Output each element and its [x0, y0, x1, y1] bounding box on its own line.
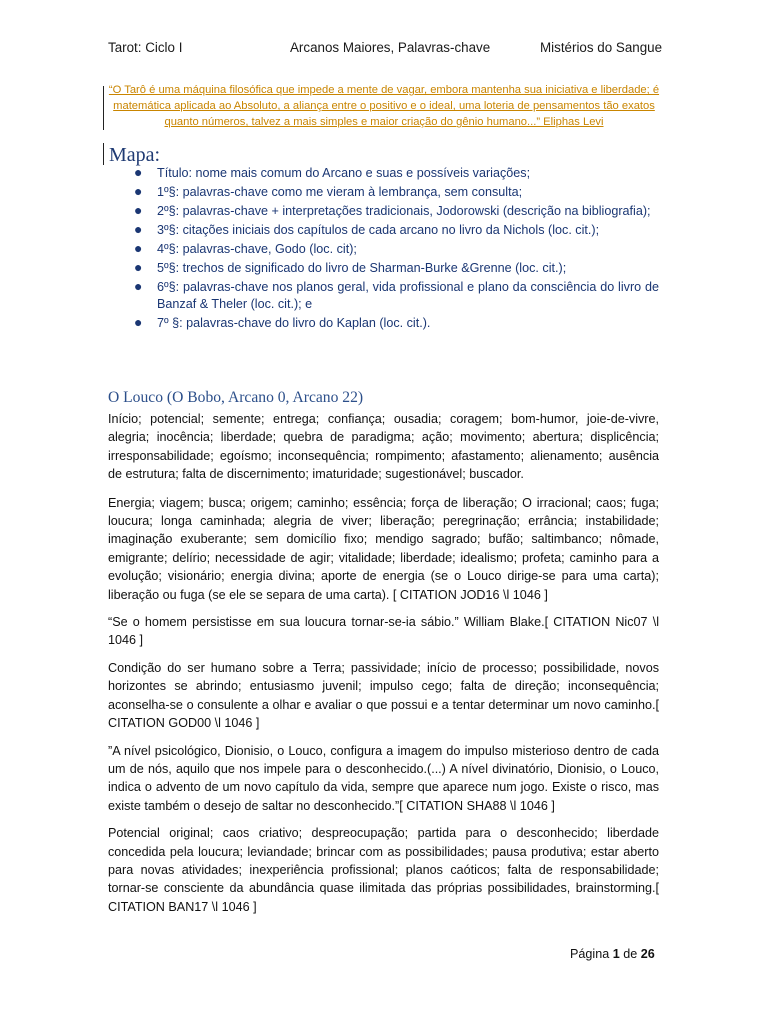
header-right: Mistérios do Sangue [540, 40, 663, 55]
bullet-dot-icon: ● [134, 164, 143, 180]
mapa-item-text: 1º§: palavras-chave como me vieram à lembrança, sem consulta; [157, 185, 523, 199]
page-of-label: de [623, 947, 638, 961]
mapa-item [134, 314, 659, 332]
body-paragraph: Potencial original; caos criativo; despreocupação; partida para o desconhecido; liberdade concedida pela loucura; leviandade; brincar com as possibilidades; pausa produtiva; estar aberto para novas atividades; inexperiência profissional; planos caóticos; falta de responsabilidade; tornar-se consciente da abundância quase ilimitada das próprias possibilidades, brainstorming.[ CITATION BAN17 \l 1046 ] [108, 826, 659, 914]
bullet-dot-icon: ● [134, 259, 143, 275]
mapa-heading: Mapa: [109, 144, 161, 166]
page-number: 1 [612, 947, 620, 961]
mapa-item [134, 183, 659, 201]
body-paragraph: Energia; viagem; busca; origem; caminho; essência; força de liberação; O irracional; caos; fuga; loucura; longa caminhada; alegria de viver; liberação; peregrinação; errância; instabilidade; imaginação exuberante; sem domicílio fixo; mendigo sagrado; bufão; saltimbanco; nômade, emigrante; delírio; necessidade de agir; vitalidade; liberdade; idealismo; profeta; caminho para a evolução; visionário; energia divina; aporte de energia (se o Louco dirige-se para uma carta); liberação ou fuga (se ele se separa de uma carta). [ CITATION JOD16 \l 1046 ] [108, 495, 659, 602]
epigraph-quote: “O Tarô é uma máquina filosófica que impede a mente de vagar, embora mantenha sua iniciativa e liberdade; é matemática aplicada ao Absoluto, a aliança entre o positivo e o ideal, uma loteria de pensamentos tão exatos quanto números, talvez a mais simples e maior criação do gênio humano...” Eliphas Levi [108, 84, 660, 129]
mapa-item [134, 259, 659, 277]
mapa-item-text: 2º§: palavras-chave + interpretações tradicionais, Jodorowski (descrição na bibliografia); [157, 204, 651, 218]
body-paragraph: “Se o homem persistisse em sua loucura tornar-se-ia sábio.” William Blake.[ CITATION Nic07 \l 1046 ] [108, 615, 659, 648]
page-footer [570, 947, 655, 961]
bullet-dot-icon: ● [134, 221, 143, 237]
bullet-dot-icon: ● [134, 278, 143, 294]
page-label: Página [570, 947, 610, 961]
header-center: Arcanos Maiores, Palavras-chave [290, 40, 491, 55]
bullet-dot-icon: ● [134, 240, 143, 256]
mapa-item-text: 5º§: trechos de significado do livro de Sharman-Burke &Grenne (loc. cit.); [157, 261, 567, 275]
mapa-item [134, 278, 659, 313]
mapa-item [134, 202, 659, 220]
section-body [108, 410, 659, 925]
mapa-margin-bar [103, 143, 104, 165]
mapa-item [134, 221, 659, 239]
mapa-item [134, 240, 659, 258]
mapa-item [134, 164, 659, 182]
header-left: Tarot: Ciclo I [108, 40, 183, 55]
body-paragraph: Início; potencial; semente; entrega; confiança; ousadia; coragem; bom-humor, joie-de-vivre, alegria; inocência; liberdade; quebra de paradigma; ação; movimento; abertura; displicência; irresponsabilidade; egoísmo; inconsequência; rompimento; afastamento; alienamento; ausência de estrutura; falta de discernimento; imaturidade; sugestionável; buscador. [108, 412, 659, 482]
body-paragraph: Condição do ser humano sobre a Terra; passividade; início de processo; possibilidade, novos horizontes se abrindo; entusiasmo juvenil; impulso cego; falta de direção; inconsequência; aconselha-se o consulente a olhar e avaliar o que possui e a tentar determinar um novo caminho.[ CITATION GOD00 \l 1046 ] [108, 660, 659, 731]
page-total: 26 [640, 947, 655, 961]
bullet-dot-icon: ● [134, 202, 143, 218]
section-heading: O Louco (O Bobo, Arcano 0, Arcano 22) [108, 389, 364, 406]
body-paragraph: ”A nível psicológico, Dionisio, o Louco, configura a imagem do impulso misterioso dentro de cada um de nós, aquilo que nos impele para o desconhecido.(...) A nível divinatório, Dionisio, o Louco, indica o advento de um novo capítulo da vida, sempre que aparece num jogo. Existe o risco, mas existe também o desejo de saltar no desconhecido.”[ CITATION SHA88 \l 1046 ] [108, 743, 659, 813]
mapa-item-text: 3º§: citações iniciais dos capítulos de cada arcano no livro da Nichols (loc. cit.); [157, 223, 600, 237]
mapa-item-text: Título: nome mais comum do Arcano e suas e possíveis variações; [157, 166, 531, 180]
bullet-dot-icon: ● [134, 183, 143, 199]
mapa-item-text: 6º§: palavras-chave nos planos geral, vida profissional e plano da consciência do livro de Banzaf & Theler (loc. cit.); e [157, 280, 659, 311]
mapa-item-text: 4º§: palavras-chave, Godo (loc. cit); [157, 242, 357, 256]
mapa-list [134, 164, 659, 334]
bullet-dot-icon: ● [134, 314, 143, 330]
mapa-item-text: 7º §: palavras-chave do livro do Kaplan (loc. cit.). [157, 316, 431, 330]
